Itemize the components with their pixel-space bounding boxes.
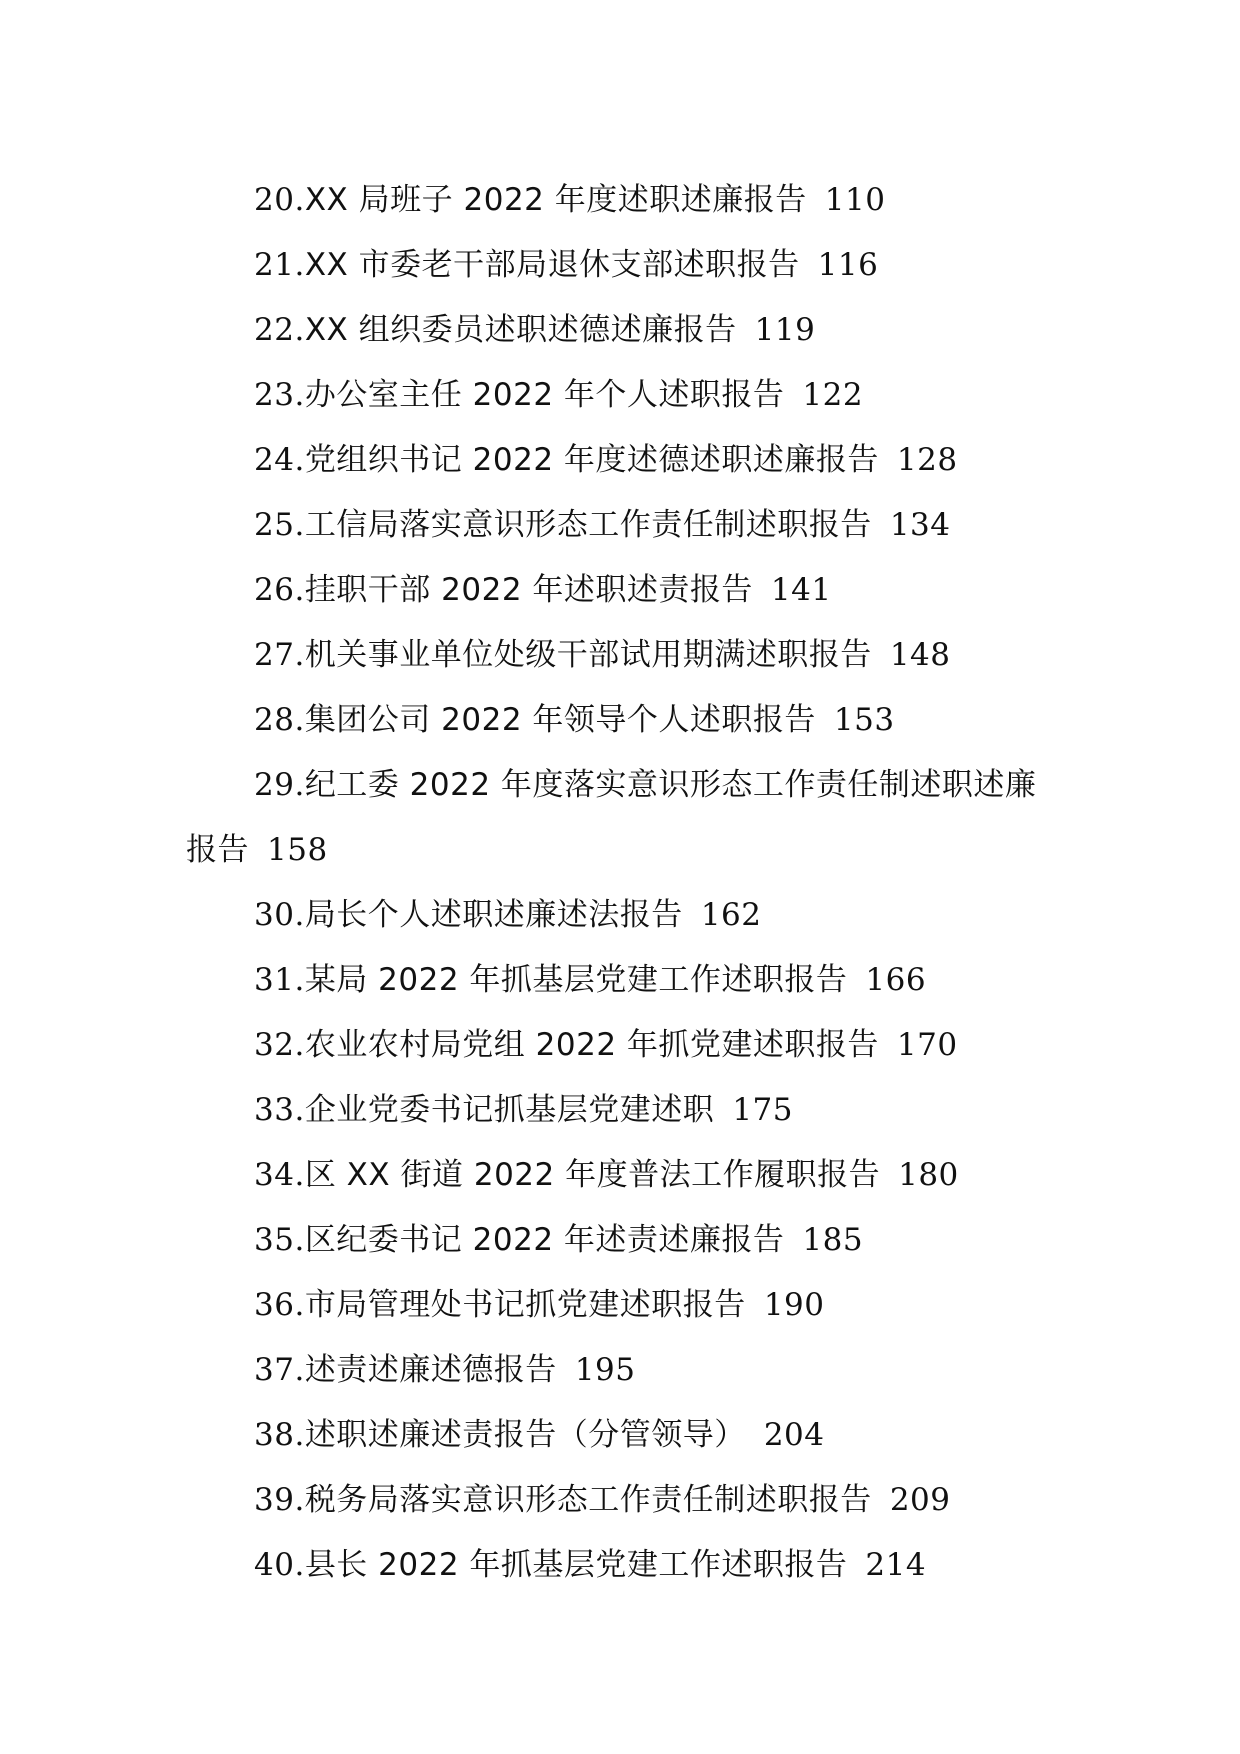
toc-entry-number: 38.: [254, 1417, 305, 1453]
toc-entry-number: 36.: [254, 1287, 305, 1323]
toc-entry-title: 述职述廉述责报告（分管领导）: [304, 1417, 746, 1453]
toc-entry-title-continued: 报告: [186, 832, 249, 868]
table-of-contents: [186, 168, 1066, 1598]
toc-entry-40[interactable]: [186, 1533, 1066, 1598]
toc-entry-page: 128: [896, 442, 958, 478]
toc-entry-title: 机关事业单位处级干部试用期满述职报告: [304, 637, 872, 673]
toc-entry-number: 29.: [254, 767, 305, 803]
toc-entry-number: 26.: [254, 572, 305, 608]
toc-entry-title: 局长个人述职述廉述法报告: [304, 897, 683, 933]
toc-entry-number: 39.: [254, 1482, 305, 1518]
toc-entry-number: 27.: [254, 637, 305, 673]
toc-entry-number: 33.: [254, 1092, 305, 1128]
toc-entry-title: 挂职干部 2022 年述职述责报告: [304, 572, 753, 608]
toc-entry-title: 集团公司 2022 年领导个人述职报告: [304, 702, 816, 738]
toc-entry-23[interactable]: [186, 363, 1066, 428]
toc-entry-26[interactable]: [186, 558, 1066, 623]
toc-entry-30[interactable]: [186, 883, 1066, 948]
toc-entry-number: 25.: [254, 507, 305, 543]
toc-entry-page: 153: [833, 702, 895, 738]
toc-entry-page: 141: [770, 572, 832, 608]
toc-entry-page: 185: [802, 1222, 864, 1258]
toc-entry-29[interactable]: [186, 753, 1066, 818]
toc-entry-number: 32.: [254, 1027, 305, 1063]
toc-entry-title: 述责述廉述德报告: [304, 1352, 557, 1388]
toc-entry-number: 30.: [254, 897, 305, 933]
toc-entry-page: 116: [817, 247, 879, 283]
toc-entry-35[interactable]: [186, 1208, 1066, 1273]
toc-entry-page: 122: [802, 377, 864, 413]
toc-entry-page: 209: [889, 1482, 951, 1518]
toc-entry-number: 35.: [254, 1222, 305, 1258]
toc-entry-number: 37.: [254, 1352, 305, 1388]
toc-entry-34[interactable]: [186, 1143, 1066, 1208]
toc-entry-29-continued[interactable]: [186, 818, 1066, 883]
toc-entry-number: 23.: [254, 377, 305, 413]
toc-entry-20[interactable]: [186, 168, 1066, 233]
toc-entry-title: 某局 2022 年抓基层党建工作述职报告: [304, 962, 848, 998]
toc-entry-page: 166: [865, 962, 927, 998]
toc-entry-page: 175: [732, 1092, 793, 1128]
toc-entry-33[interactable]: [186, 1078, 1066, 1143]
toc-entry-title: 工信局落实意识形态工作责任制述职报告: [304, 507, 872, 543]
toc-entry-title: 农业农村局党组 2022 年抓党建述职报告: [304, 1027, 879, 1063]
toc-entry-title: XX 组织委员述职述德述廉报告: [304, 312, 737, 348]
toc-entry-22[interactable]: [186, 298, 1066, 363]
toc-entry-number: 24.: [254, 442, 305, 478]
toc-entry-title: 企业党委书记抓基层党建述职: [304, 1092, 715, 1128]
toc-entry-page: 134: [889, 507, 951, 543]
toc-entry-title: 党组织书记 2022 年度述德述职述廉报告: [304, 442, 879, 478]
toc-entry-36[interactable]: [186, 1273, 1066, 1338]
toc-entry-page: 110: [824, 182, 886, 218]
toc-entry-page: 162: [700, 897, 762, 933]
toc-entry-32[interactable]: [186, 1013, 1066, 1078]
toc-entry-number: 34.: [254, 1157, 305, 1193]
toc-entry-title: 区纪委书记 2022 年述责述廉报告: [304, 1222, 785, 1258]
toc-entry-page: 195: [574, 1352, 636, 1388]
toc-entry-number: 40.: [254, 1547, 305, 1583]
toc-entry-number: 22.: [254, 312, 305, 348]
toc-entry-page: 148: [889, 637, 951, 673]
toc-entry-39[interactable]: [186, 1468, 1066, 1533]
toc-entry-page: 204: [763, 1417, 825, 1453]
toc-entry-title: 区 XX 街道 2022 年度普法工作履职报告: [304, 1157, 881, 1193]
toc-entry-title: XX 局班子 2022 年度述职述廉报告: [304, 182, 807, 218]
toc-entry-title: 市局管理处书记抓党建述职报告: [304, 1287, 746, 1323]
toc-entry-31[interactable]: [186, 948, 1066, 1013]
toc-entry-38[interactable]: [186, 1403, 1066, 1468]
toc-entry-37[interactable]: [186, 1338, 1066, 1403]
toc-entry-number: 20.: [254, 182, 305, 218]
toc-entry-21[interactable]: [186, 233, 1066, 298]
toc-entry-page: 170: [896, 1027, 958, 1063]
toc-entry-title: 县长 2022 年抓基层党建工作述职报告: [304, 1547, 848, 1583]
toc-entry-page: 214: [865, 1547, 927, 1583]
toc-entry-28[interactable]: [186, 688, 1066, 753]
toc-entry-number: 21.: [254, 247, 305, 283]
toc-entry-title: 办公室主任 2022 年个人述职报告: [304, 377, 785, 413]
toc-entry-25[interactable]: [186, 493, 1066, 558]
toc-entry-page: 190: [763, 1287, 825, 1323]
toc-entry-title: 纪工委 2022 年度落实意识形态工作责任制述职述廉: [304, 767, 1037, 803]
toc-entry-number: 28.: [254, 702, 305, 738]
toc-entry-24[interactable]: [186, 428, 1066, 493]
toc-entry-page: 119: [754, 312, 816, 348]
toc-entry-27[interactable]: [186, 623, 1066, 688]
toc-entry-page: 158: [267, 832, 328, 868]
toc-entry-page: 180: [898, 1157, 959, 1193]
toc-entry-title: 税务局落实意识形态工作责任制述职报告: [304, 1482, 872, 1518]
toc-entry-number: 31.: [254, 962, 305, 998]
toc-entry-title: XX 市委老干部局退休支部述职报告: [304, 247, 800, 283]
